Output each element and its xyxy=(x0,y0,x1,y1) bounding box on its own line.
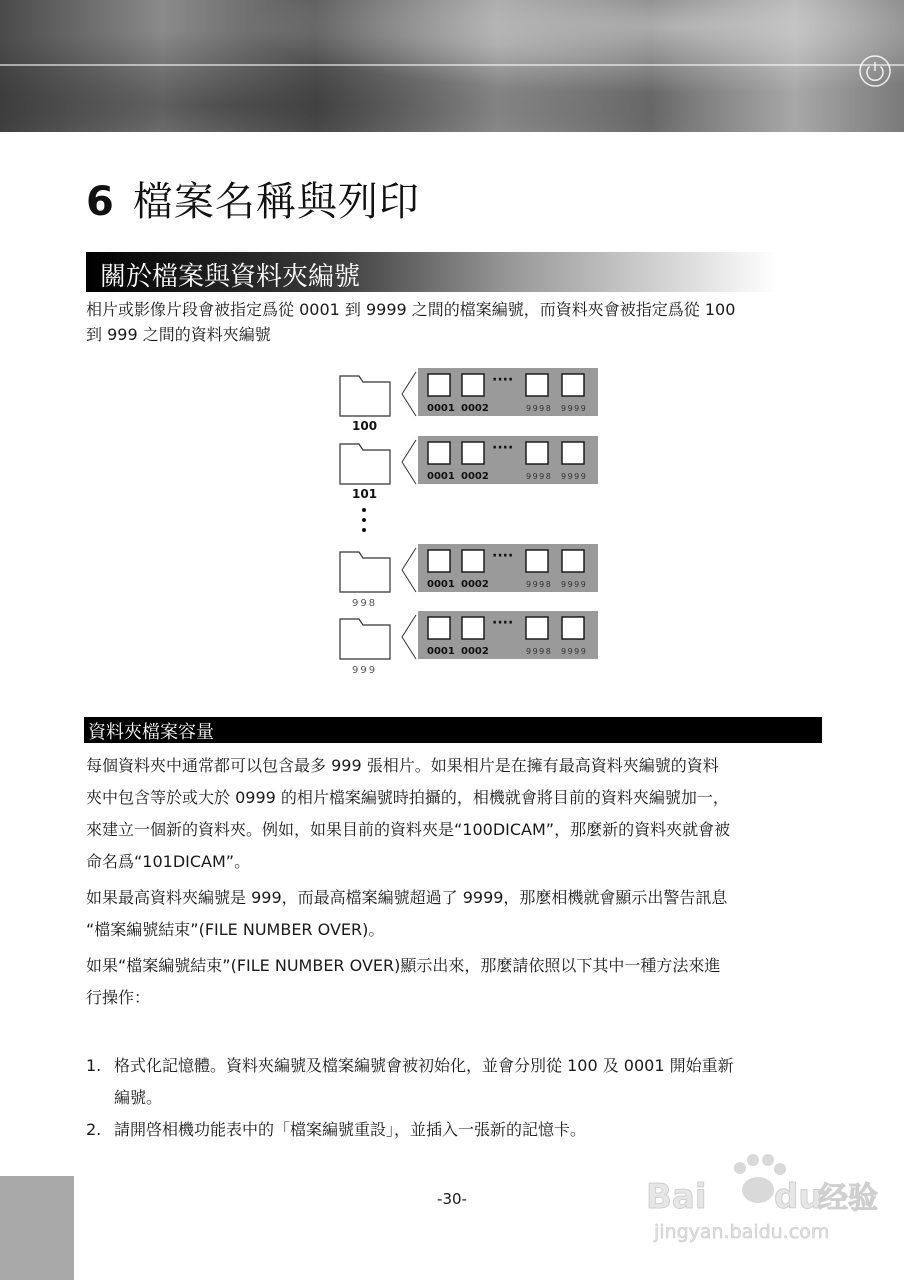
intro-paragraph xyxy=(86,297,806,347)
ellipsis: ···· xyxy=(492,548,514,564)
file-box xyxy=(428,550,450,572)
file-number: 9999 xyxy=(561,404,588,413)
bracket-line xyxy=(402,615,416,659)
body-line: 來建立一個新的資料夾。例如，如果目前的資料夾是“100DICAM”，那麼新的資料夾就會被 xyxy=(86,820,731,839)
file-box xyxy=(428,374,450,396)
chapter-number: 6 xyxy=(86,179,115,225)
folder-label: 998 xyxy=(352,598,378,609)
subsection-heading-bar xyxy=(84,717,822,743)
vertical-ellipsis-dot xyxy=(362,508,366,512)
watermark-url: jingyan.baidu.com xyxy=(654,1221,830,1243)
intro-line: 相片或影像片段會被指定爲從 0001 到 9999 之間的檔案編號，而資料夾會被指定爲從 100 xyxy=(86,300,736,319)
file-number: 0002 xyxy=(461,646,489,657)
instruction-list xyxy=(86,1050,806,1146)
file-box xyxy=(462,374,484,396)
body-line: 每個資料夾中通常都可以包含最多 999 張相片。如果相片是在擁有最高資料夾編號的資料 xyxy=(86,756,719,775)
file-box xyxy=(526,617,548,639)
chapter-title xyxy=(86,170,420,227)
file-box xyxy=(526,442,548,464)
list-text xyxy=(114,1114,806,1146)
file-box xyxy=(562,550,584,572)
list-number: 2. xyxy=(86,1120,102,1139)
section-heading-bar xyxy=(86,252,778,292)
bracket-line xyxy=(402,372,416,416)
file-number: 9999 xyxy=(561,647,588,656)
file-box xyxy=(428,442,450,464)
list-line: 編號。 xyxy=(114,1088,163,1107)
file-number: 0001 xyxy=(427,579,455,590)
header-shine xyxy=(0,0,904,132)
body-line: “檔案編號結束”(FILE NUMBER OVER)。 xyxy=(86,920,385,939)
header-line xyxy=(0,64,904,66)
list-item xyxy=(86,1050,806,1114)
folder-icon xyxy=(340,619,390,659)
body-line: 行操作： xyxy=(86,988,151,1007)
file-box xyxy=(462,442,484,464)
chapter-title-text: 檔案名稱與列印 xyxy=(132,179,420,225)
intro-line: 到 999 之間的資料夾編號 xyxy=(86,325,271,344)
folder-label: 999 xyxy=(352,665,378,675)
folder-label: 101 xyxy=(352,487,378,501)
watermark-brand-2: du xyxy=(774,1177,823,1217)
body-line: 命名爲“101DICAM”。 xyxy=(86,852,251,871)
page-number: -30- xyxy=(437,1190,467,1208)
baidu-watermark xyxy=(640,1150,900,1250)
bracket-line xyxy=(402,548,416,592)
power-icon xyxy=(858,54,892,88)
subsection-heading: 資料夾檔案容量 xyxy=(88,722,214,743)
ellipsis: ···· xyxy=(492,615,514,631)
list-item xyxy=(86,1114,806,1146)
file-number: 0001 xyxy=(427,646,455,657)
list-line: 請開啓相機功能表中的「檔案編號重設」，並插入一張新的記憶卡。 xyxy=(114,1120,587,1139)
file-number: 9999 xyxy=(561,580,588,589)
ellipsis: ···· xyxy=(492,372,514,388)
folder-file-diagram xyxy=(330,360,610,675)
folder-icon xyxy=(340,444,390,484)
body-paragraph-2 xyxy=(86,882,806,946)
file-number: 9998 xyxy=(526,404,553,413)
vertical-ellipsis-dot xyxy=(362,528,366,532)
ellipsis: ···· xyxy=(492,440,514,456)
file-number: 9999 xyxy=(561,472,588,481)
vertical-ellipsis-dot xyxy=(362,518,366,522)
file-box xyxy=(562,442,584,464)
body-line: 夾中包含等於或大於 0999 的相片檔案編號時拍攝的，相機就會將目前的資料夾編號加一， xyxy=(86,788,729,807)
file-number: 0002 xyxy=(461,403,489,414)
file-box xyxy=(462,617,484,639)
list-line: 格式化記憶體。資料夾編號及檔案編號會被初始化，並會分別從 100 及 0001 開始重新 xyxy=(114,1056,734,1075)
folder-icon xyxy=(340,552,390,592)
body-line: 如果最高資料夾編號是 999，而最高檔案編號超過了 9999，那麼相機就會顯示出警告訊息 xyxy=(86,888,728,907)
file-number: 0001 xyxy=(427,471,455,482)
file-box xyxy=(462,550,484,572)
header-banner xyxy=(0,0,904,132)
file-box xyxy=(562,374,584,396)
folder-label: 100 xyxy=(352,419,378,433)
file-number: 9998 xyxy=(526,472,553,481)
file-box xyxy=(526,374,548,396)
list-text xyxy=(114,1050,806,1114)
body-paragraph-3 xyxy=(86,950,806,1014)
file-number: 9998 xyxy=(526,580,553,589)
file-number: 0002 xyxy=(461,471,489,482)
file-box xyxy=(562,617,584,639)
file-number: 0002 xyxy=(461,579,489,590)
file-box xyxy=(428,617,450,639)
file-box xyxy=(526,550,548,572)
file-number: 9998 xyxy=(526,647,553,656)
bracket-line xyxy=(402,440,416,484)
body-paragraph-1 xyxy=(86,750,806,878)
folder-icon xyxy=(340,376,390,416)
list-number: 1. xyxy=(86,1056,102,1075)
section-heading: 關於檔案與資料夾編號 xyxy=(100,262,361,292)
watermark-brand: Bai xyxy=(646,1177,707,1217)
file-number: 0001 xyxy=(427,403,455,414)
body-line: 如果“檔案編號結束”(FILE NUMBER OVER)顯示出來，那麼請依照以下其中一種方法來進 xyxy=(86,956,721,975)
watermark-cn: 经验 xyxy=(818,1181,878,1216)
